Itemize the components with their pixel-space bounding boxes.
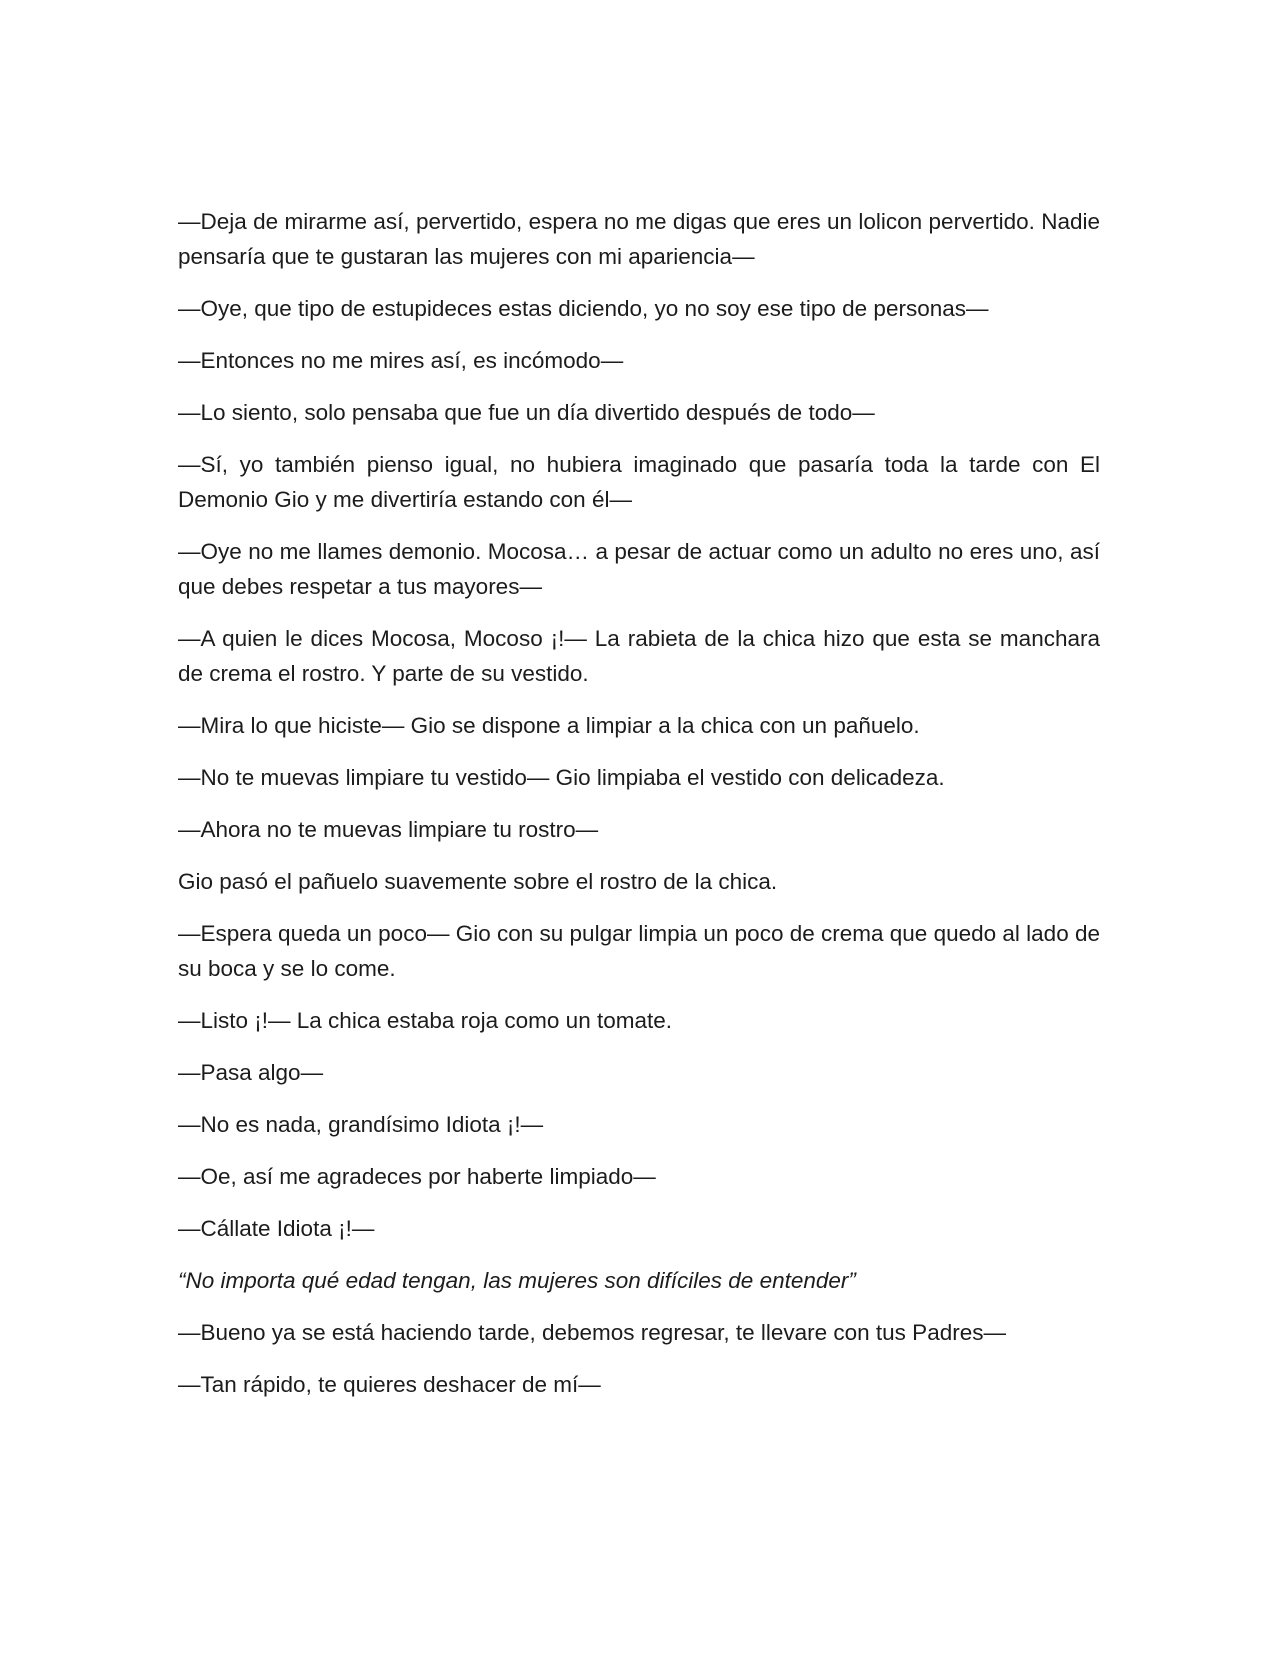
paragraph-4: —Lo siento, solo pensaba que fue un día divertido después de todo—: [178, 400, 875, 425]
paragraph-1: —Deja de mirarme así, pervertido, espera no me digas que eres un lolicon pervertido. Nadie pensaría que te gustaran las mujeres con mi apariencia—: [178, 209, 1100, 269]
paragraph-14: —Pasa algo—: [178, 1060, 324, 1085]
document-page: [178, 204, 1100, 1419]
paragraph-10: —Ahora no te muevas limpiare tu rostro—: [178, 817, 599, 842]
paragraph-9: —No te muevas limpiare tu vestido— Gio limpiaba el vestido con delicadeza.: [178, 765, 945, 790]
paragraph-2: —Oye, que tipo de estupideces estas diciendo, yo no soy ese tipo de personas—: [178, 296, 989, 321]
paragraph-6: —Oye no me llames demonio. Mocosa… a pesar de actuar como un adulto no eres uno, así que debes respetar a tus mayores—: [178, 539, 1100, 599]
paragraph-11: Gio pasó el pañuelo suavemente sobre el rostro de la chica.: [178, 869, 778, 894]
paragraph-8: —Mira lo que hiciste— Gio se dispone a limpiar a la chica con un pañuelo.: [178, 713, 920, 738]
paragraph-17: —Cállate Idiota ¡!—: [178, 1216, 375, 1241]
paragraph-20: —Tan rápido, te quieres deshacer de mí—: [178, 1372, 601, 1397]
paragraph-3: —Entonces no me mires así, es incómodo—: [178, 348, 624, 373]
paragraph-18-italic-quote: “No importa qué edad tengan, las mujeres son difíciles de entender”: [178, 1268, 856, 1293]
paragraph-13: —Listo ¡!— La chica estaba roja como un tomate.: [178, 1008, 672, 1033]
paragraph-15: —No es nada, grandísimo Idiota ¡!—: [178, 1112, 544, 1137]
paragraph-12: —Espera queda un poco— Gio con su pulgar limpia un poco de crema que quedo al lado de su boca y se lo come.: [178, 921, 1100, 981]
paragraph-16: —Oe, así me agradeces por haberte limpiado—: [178, 1164, 656, 1189]
paragraph-7: —A quien le dices Mocosa, Mocoso ¡!— La rabieta de la chica hizo que esta se manchara de crema el rostro. Y parte de su vestido.: [178, 626, 1100, 686]
paragraph-19: —Bueno ya se está haciendo tarde, debemos regresar, te llevare con tus Padres—: [178, 1320, 1006, 1345]
paragraph-5: —Sí, yo también pienso igual, no hubiera imaginado que pasaría toda la tarde con El Demonio Gio y me divertiría estando con él—: [178, 452, 1100, 512]
